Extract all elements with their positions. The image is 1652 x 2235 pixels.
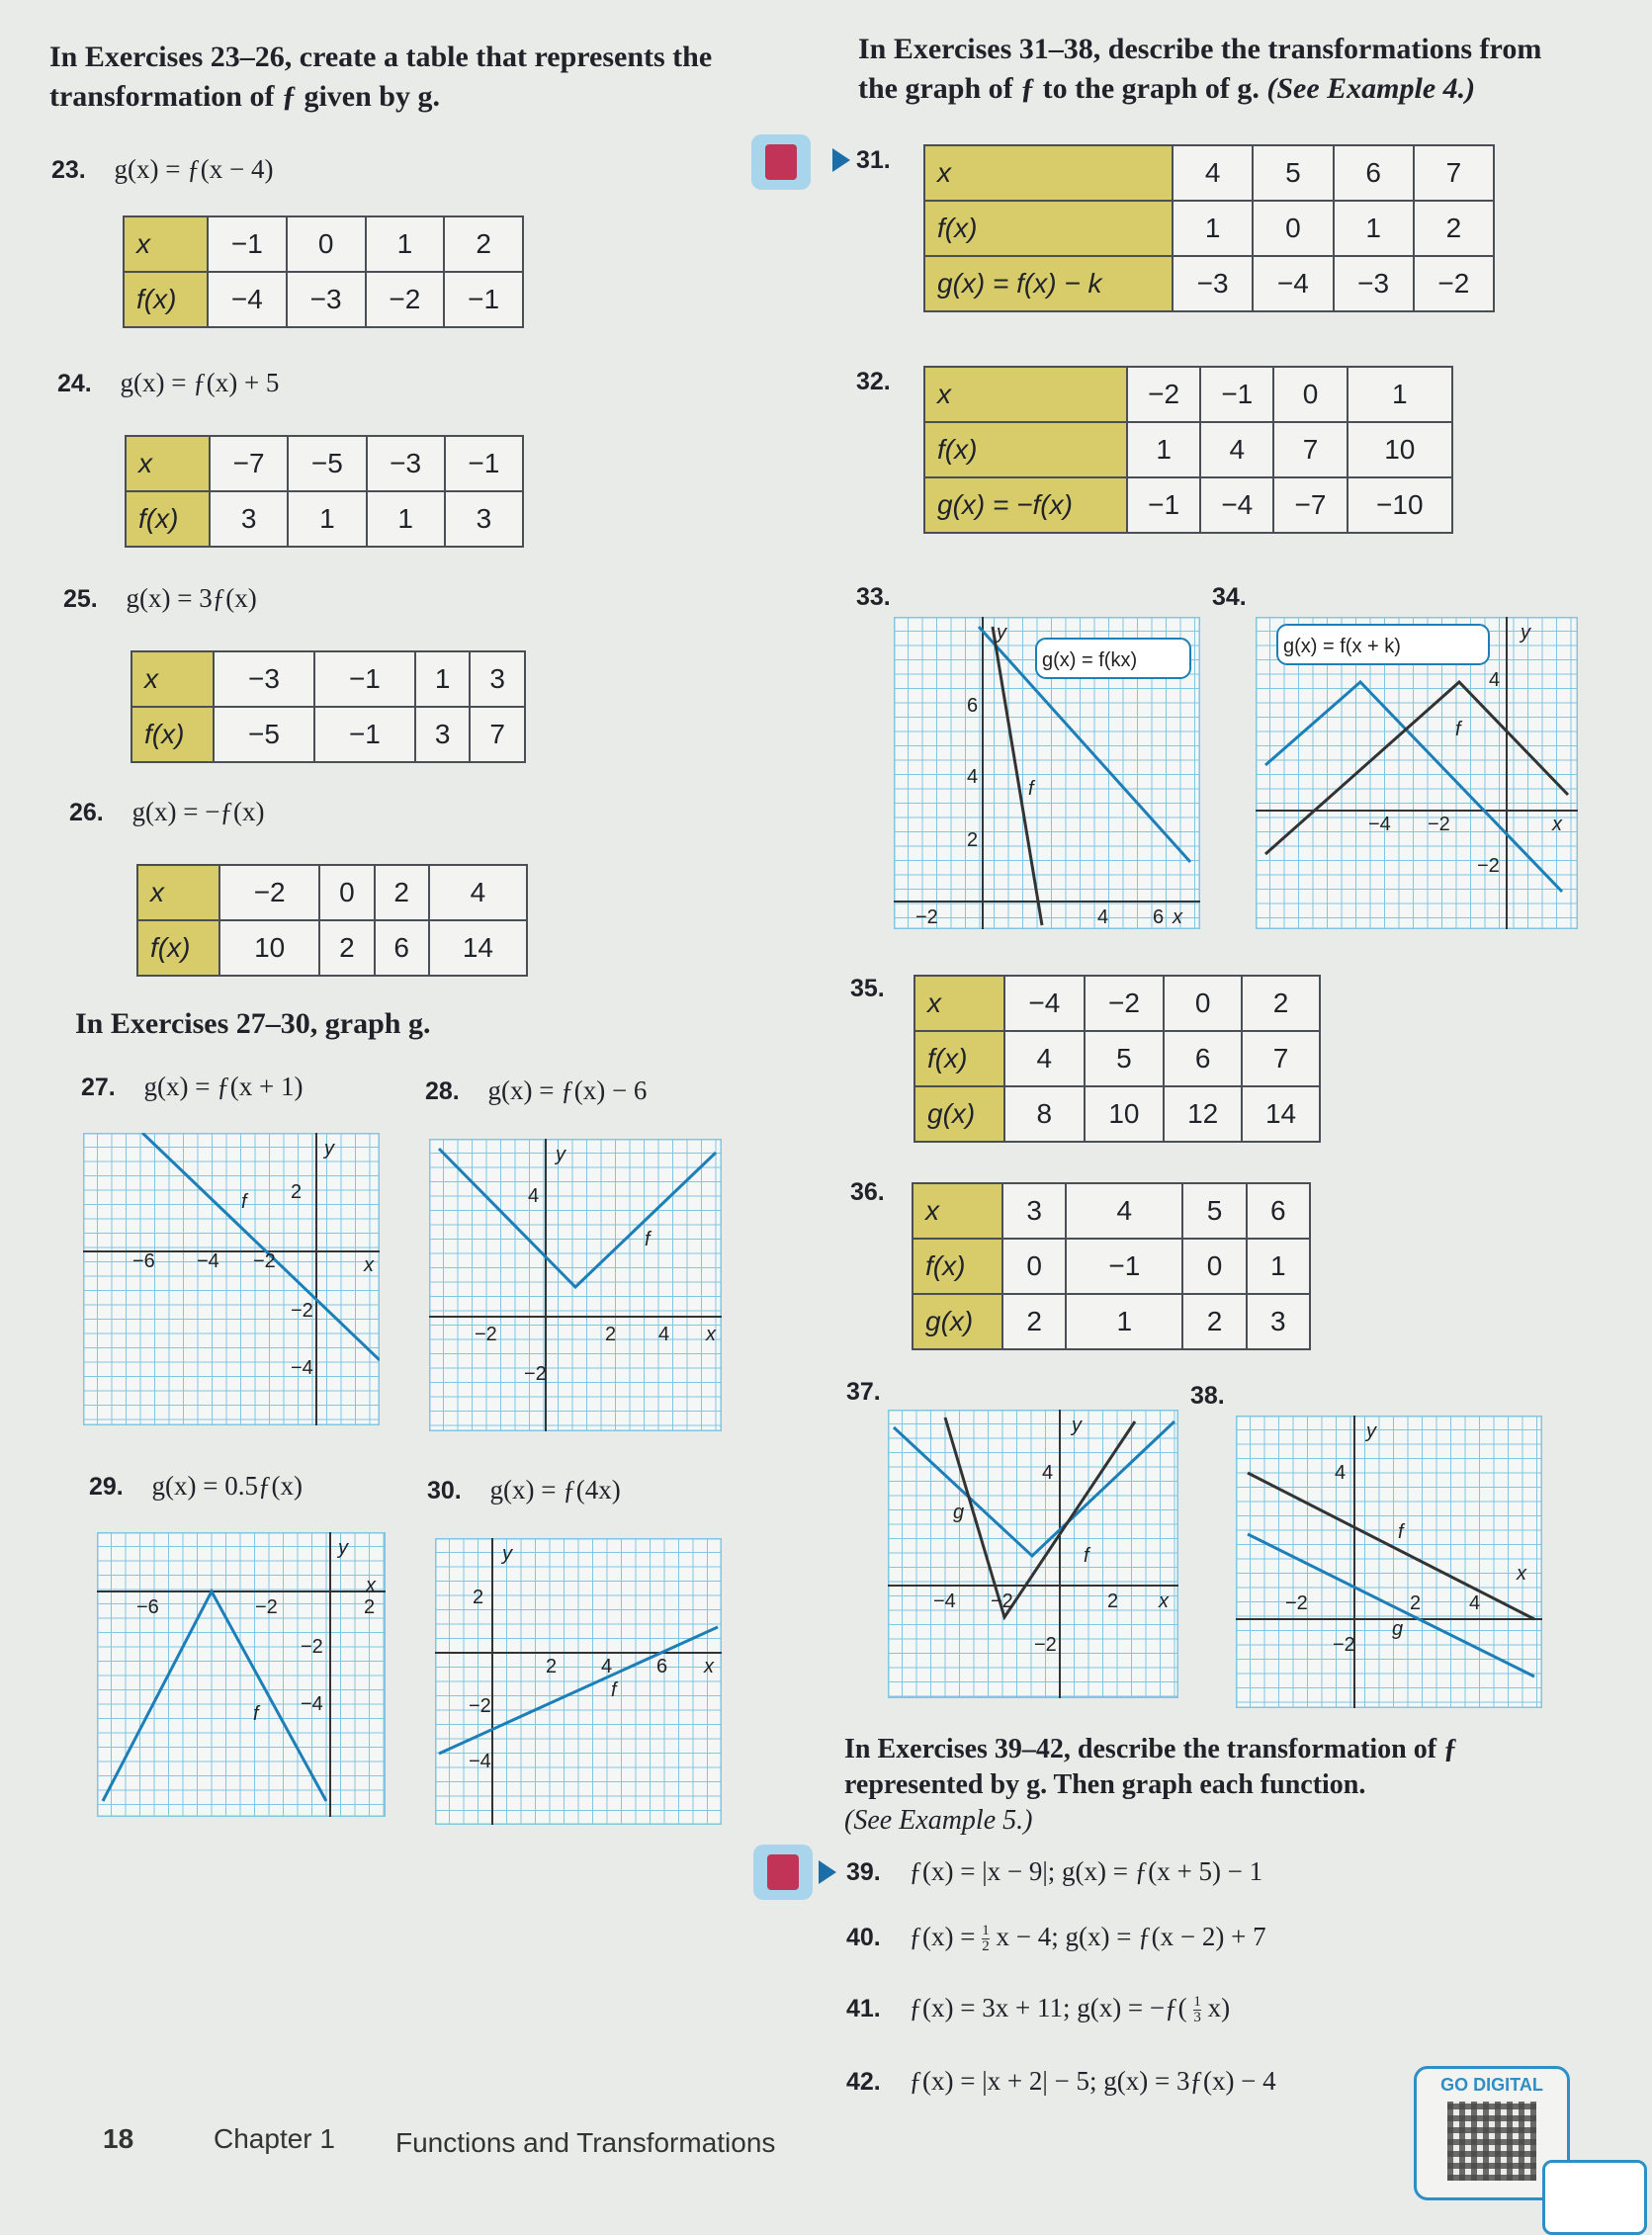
table-cell: −3	[367, 436, 445, 491]
exercise-36	[850, 1176, 907, 1207]
table-cell: −7	[210, 436, 288, 491]
table-cell: −2	[219, 865, 319, 920]
exercise-28	[425, 1075, 647, 1106]
table-cell: −1	[208, 216, 287, 272]
table-cell: −5	[288, 436, 366, 491]
table-cell: f(x)	[137, 920, 219, 976]
tick-label: −4	[933, 1590, 956, 1612]
x-axis-label: x	[1552, 814, 1562, 835]
table-cell: −3	[214, 651, 314, 707]
table-cell: 5	[1253, 145, 1333, 201]
table-cell: 0	[319, 865, 374, 920]
exercise-25	[63, 583, 257, 614]
tick-label: 6	[656, 1656, 668, 1677]
table-cell: f(x)	[914, 1031, 1004, 1086]
tick-label: −4	[301, 1693, 323, 1715]
exercise-33	[856, 581, 913, 612]
y-axis-label: y	[1521, 622, 1530, 644]
table-row	[924, 201, 1494, 256]
table-cell: 6	[375, 920, 429, 976]
heading-39-42-line2: represented by g. Then graph each function.	[844, 1769, 1366, 1800]
exercise-30-number: 30.	[427, 1477, 462, 1504]
x-axis-label: x	[1173, 906, 1182, 928]
table-cell: 8	[1004, 1086, 1085, 1142]
table-cell: 2	[444, 216, 523, 272]
tick-label: −6	[132, 1250, 155, 1272]
exercise-41-equation-a: ƒ(x) = 3x + 11; g(x) = −ƒ(	[909, 1993, 1187, 2022]
table-cell: −1	[1066, 1239, 1182, 1294]
table-row	[914, 976, 1320, 1031]
exercise-27-number: 27.	[81, 1074, 116, 1101]
tick-label: −2	[469, 1695, 491, 1717]
table-cell: 0	[1164, 976, 1242, 1031]
table-cell: −4	[1200, 477, 1273, 533]
exercise-34-number: 34.	[1212, 583, 1247, 611]
table-cell: 1	[1334, 201, 1414, 256]
table-cell: 5	[1182, 1183, 1246, 1239]
table-cell: f(x)	[131, 707, 214, 762]
table-cell: −1	[445, 436, 523, 491]
table-cell: 6	[1334, 145, 1414, 201]
exercise-23	[51, 154, 273, 185]
table-cell: −5	[214, 707, 314, 762]
table-row	[913, 1183, 1310, 1239]
table-cell: 2	[1182, 1294, 1246, 1349]
heading-31-38-ref: (See Example 4.)	[1266, 72, 1476, 105]
tick-label: −4	[197, 1250, 219, 1272]
f-label: f	[1084, 1545, 1089, 1567]
tick-label: −2	[1285, 1592, 1308, 1614]
table-cell: 7	[1414, 145, 1494, 201]
tick-label: 2	[1410, 1592, 1422, 1614]
f-label: f	[611, 1679, 617, 1701]
table-row	[131, 707, 525, 762]
table-cell: 4	[1066, 1183, 1182, 1239]
table-cell: −3	[1334, 256, 1414, 311]
table-cell: 2	[1414, 201, 1494, 256]
table-cell: f(x)	[913, 1239, 1002, 1294]
heading-39-42-ref: (See Example 5.)	[844, 1805, 1033, 1836]
exercise-25-number: 25.	[63, 585, 98, 613]
exercise-39	[846, 1856, 1262, 1887]
heading-23-26	[49, 38, 712, 117]
exercise-42-number: 42.	[846, 2068, 881, 2096]
table-cell: −7	[1273, 477, 1347, 533]
table-row	[924, 367, 1452, 422]
page-number: 18	[103, 2123, 134, 2154]
exercise-42-equation: ƒ(x) = |x + 2| − 5; g(x) = 3ƒ(x) − 4	[909, 2066, 1276, 2096]
tick-label: 4	[1097, 906, 1109, 928]
f-label: f	[645, 1229, 651, 1250]
x-axis-label: x	[704, 1656, 714, 1677]
fraction-numerator: 1	[982, 1923, 990, 1939]
heading-23-26-line2: transformation of ƒ given by g.	[49, 80, 440, 113]
table-cell: −3	[287, 272, 366, 327]
table-cell: −1	[1127, 477, 1200, 533]
tick-label: 4	[967, 766, 979, 788]
graph-38	[1236, 1416, 1542, 1708]
table-cell: −2	[366, 272, 445, 327]
fraction-denominator: 2	[982, 1938, 990, 1955]
table-cell: 3	[210, 491, 288, 547]
tick-label: 4	[1489, 669, 1501, 691]
table-cell: 0	[1273, 367, 1347, 422]
heading-23-26-line1: In Exercises 23–26, create a table that represents the	[49, 41, 713, 73]
graph-30	[435, 1538, 722, 1825]
table-cell: g(x)	[914, 1086, 1004, 1142]
table-cell: 6	[1164, 1031, 1242, 1086]
table-cell: 7	[470, 707, 525, 762]
table-cell: −2	[1127, 367, 1200, 422]
table-row	[124, 216, 523, 272]
tick-label: −2	[301, 1636, 323, 1658]
table-32	[923, 366, 1453, 534]
tick-label: −2	[475, 1324, 497, 1345]
exercise-32	[856, 366, 913, 396]
table-cell: x	[137, 865, 219, 920]
exercise-29-number: 29.	[89, 1473, 124, 1501]
table-cell: 10	[1085, 1086, 1165, 1142]
tick-label: 4	[601, 1656, 613, 1677]
exercise-26-equation: g(x) = −ƒ(x)	[131, 797, 265, 826]
graph-34	[1256, 617, 1578, 929]
fraction-numerator: 1	[1193, 1994, 1201, 2011]
g-label: g	[953, 1502, 965, 1523]
table-cell: 1	[1348, 367, 1452, 422]
table-cell: x	[913, 1183, 1002, 1239]
table-cell: −4	[1004, 976, 1085, 1031]
table-cell: g(x) = f(x) − k	[924, 256, 1173, 311]
table-cell: 1	[367, 491, 445, 547]
exercise-35	[850, 973, 907, 1003]
table-cell: f(x)	[126, 491, 210, 547]
table-cell: x	[126, 436, 210, 491]
table-cell: 1	[415, 651, 471, 707]
f-label: f	[1455, 719, 1461, 740]
exercise-37	[846, 1376, 903, 1407]
tick-label: 2	[473, 1587, 484, 1608]
table-cell: 4	[1004, 1031, 1085, 1086]
table-cell: f(x)	[924, 422, 1127, 477]
exercise-24-equation: g(x) = ƒ(x) + 5	[120, 368, 280, 397]
table-cell: −3	[1173, 256, 1253, 311]
exercise-25-equation: g(x) = 3ƒ(x)	[126, 583, 257, 613]
table-row	[913, 1294, 1310, 1349]
table-36	[912, 1182, 1311, 1350]
f-label: f	[1028, 778, 1034, 800]
tick-label: 2	[967, 829, 979, 851]
exercise-38-number: 38.	[1190, 1382, 1225, 1410]
y-axis-label: y	[1366, 1420, 1376, 1442]
table-cell: −1	[1200, 367, 1273, 422]
table-35	[913, 975, 1321, 1143]
heading-27-30: In Exercises 27–30, graph g.	[75, 1007, 431, 1040]
table-row	[914, 1031, 1320, 1086]
graph-grid	[435, 1538, 722, 1825]
table-cell: 0	[1002, 1239, 1066, 1294]
table-row	[914, 1086, 1320, 1142]
y-axis-label: y	[502, 1543, 512, 1565]
table-cell: x	[924, 367, 1127, 422]
y-axis-label: y	[556, 1144, 565, 1165]
table-cell: 7	[1273, 422, 1347, 477]
exercise-38	[1190, 1380, 1247, 1411]
video-tutor-icon[interactable]	[753, 1845, 813, 1900]
table-cell: x	[924, 145, 1173, 201]
exercise-42	[846, 2066, 1276, 2097]
table-25	[130, 650, 526, 763]
table-cell: 2	[1242, 976, 1320, 1031]
table-cell: 7	[1242, 1031, 1320, 1086]
heading-31-38-line2-wrap	[858, 69, 1541, 109]
exercise-41-number: 41.	[846, 1995, 881, 2022]
graph-33	[894, 617, 1200, 929]
g-label: g	[1392, 1618, 1404, 1640]
exercise-24	[57, 368, 279, 398]
y-axis-label: y	[324, 1138, 334, 1160]
exercise-34	[1212, 581, 1268, 612]
table-row	[924, 477, 1452, 533]
tick-label: −4	[1368, 814, 1391, 835]
exercise-41-equation-b: x)	[1207, 1993, 1231, 2022]
table-cell: 1	[288, 491, 366, 547]
table-cell: 10	[219, 920, 319, 976]
tick-label: −2	[524, 1363, 547, 1385]
table-cell: −1	[444, 272, 523, 327]
exercise-30	[427, 1475, 621, 1505]
exercise-27-equation: g(x) = ƒ(x + 1)	[143, 1072, 304, 1101]
table-cell: 4	[1200, 422, 1273, 477]
qr-code-icon[interactable]	[1447, 2102, 1536, 2181]
table-row	[924, 256, 1494, 311]
table-cell: −10	[1348, 477, 1452, 533]
table-cell: 3	[415, 707, 471, 762]
table-row	[131, 651, 525, 707]
table-row	[137, 865, 527, 920]
exercise-23-number: 23.	[51, 156, 86, 184]
table-row	[124, 272, 523, 327]
table-26	[136, 864, 528, 977]
table-cell: 1	[1127, 422, 1200, 477]
table-31	[923, 144, 1495, 312]
table-cell: 3	[470, 651, 525, 707]
table-row	[126, 491, 523, 547]
table-cell: x	[914, 976, 1004, 1031]
g-callout-label: g(x) = f(x + k)	[1283, 636, 1401, 657]
exercise-28-number: 28.	[425, 1077, 460, 1105]
tick-label: 2	[1107, 1590, 1119, 1612]
table-cell: 2	[375, 865, 429, 920]
tick-label: 4	[1042, 1462, 1054, 1484]
table-cell: 6	[1247, 1183, 1310, 1239]
exercise-31-number: 31.	[856, 146, 891, 174]
table-cell: −1	[314, 707, 415, 762]
table-cell: −2	[1414, 256, 1494, 311]
x-axis-label: x	[1517, 1563, 1526, 1585]
table-cell: 1	[366, 216, 445, 272]
table-row	[137, 920, 527, 976]
table-23	[123, 215, 524, 328]
table-row	[913, 1239, 1310, 1294]
heading-31-38-line1: In Exercises 31–38, describe the transformations from	[858, 33, 1542, 65]
heading-31-38-line2: the graph of ƒ to the graph of g.	[858, 72, 1260, 105]
f-label: f	[1398, 1521, 1404, 1543]
table-cell: 0	[1182, 1239, 1246, 1294]
tick-label: 2	[291, 1181, 303, 1203]
table-cell: 2	[1002, 1294, 1066, 1349]
exercise-41	[846, 1993, 1230, 2025]
graph-grid	[1236, 1416, 1542, 1708]
graph-29	[97, 1532, 386, 1817]
table-cell: 1	[1247, 1239, 1310, 1294]
table-cell: x	[124, 216, 208, 272]
tick-label: −2	[291, 1300, 313, 1322]
tick-label: −2	[253, 1250, 276, 1272]
go-digital-label: GO DIGITAL	[1440, 2075, 1543, 2095]
table-cell: 14	[429, 920, 527, 976]
exercise-30-equation: g(x) = ƒ(4x)	[489, 1475, 621, 1504]
tick-label: −2	[1333, 1634, 1355, 1656]
x-axis-label: x	[706, 1324, 716, 1345]
tick-label: 6	[967, 695, 979, 717]
table-cell: g(x) = −f(x)	[924, 477, 1127, 533]
chapter-label: Chapter 1	[214, 2123, 335, 2154]
fraction	[982, 1924, 990, 1954]
table-cell: −1	[314, 651, 415, 707]
exercise-26	[69, 797, 264, 827]
table-cell: f(x)	[924, 201, 1173, 256]
table-cell: −4	[208, 272, 287, 327]
chapter-title: Functions and Transformations	[395, 2127, 776, 2158]
exercise-40-number: 40.	[846, 1924, 881, 1951]
exercise-28-equation: g(x) = ƒ(x) − 6	[487, 1075, 648, 1105]
tick-label: −6	[136, 1596, 159, 1618]
x-axis-label: x	[366, 1575, 376, 1596]
y-axis-label: y	[1072, 1415, 1082, 1436]
fraction	[1193, 1995, 1201, 2025]
table-cell: 3	[1002, 1183, 1066, 1239]
table-cell: 12	[1164, 1086, 1242, 1142]
table-cell: 1	[1173, 201, 1253, 256]
exercise-36-number: 36.	[850, 1178, 885, 1206]
table-row	[924, 422, 1452, 477]
tick-label: −2	[1034, 1634, 1057, 1656]
exercise-24-number: 24.	[57, 370, 92, 397]
video-tutor-icon[interactable]	[751, 134, 811, 190]
table-cell: 0	[1253, 201, 1333, 256]
table-cell: −2	[1085, 976, 1165, 1031]
exercise-23-equation: g(x) = ƒ(x − 4)	[114, 154, 274, 184]
tick-label: −2	[1428, 814, 1450, 835]
x-axis-label: x	[364, 1254, 374, 1276]
graph-grid	[83, 1133, 380, 1425]
f-label: f	[241, 1191, 247, 1213]
table-row	[126, 436, 523, 491]
exercise-40-equation-b: x − 4; g(x) = ƒ(x − 2) + 7	[996, 1922, 1266, 1951]
table-cell: 3	[445, 491, 523, 547]
fraction-denominator: 3	[1193, 2010, 1201, 2026]
table-cell: 10	[1348, 422, 1452, 477]
arrow-icon	[832, 148, 850, 172]
exercise-29-equation: g(x) = 0.5ƒ(x)	[151, 1471, 303, 1501]
tick-label: −4	[291, 1357, 313, 1379]
table-cell: 2	[319, 920, 374, 976]
tick-label: −2	[915, 906, 938, 928]
table-cell: 4	[429, 865, 527, 920]
tick-label: −2	[991, 1590, 1013, 1612]
tick-label: 2	[605, 1324, 617, 1345]
tick-label: 4	[658, 1324, 670, 1345]
tick-label: −2	[255, 1596, 278, 1618]
table-cell: 3	[1247, 1294, 1310, 1349]
exercise-39-equation: ƒ(x) = |x − 9|; g(x) = ƒ(x + 5) − 1	[909, 1856, 1263, 1886]
x-axis-label: x	[1159, 1590, 1169, 1612]
table-cell: −4	[1253, 256, 1333, 311]
tick-label: 4	[528, 1185, 540, 1207]
exercise-39-number: 39.	[846, 1858, 881, 1886]
graph-28	[429, 1139, 722, 1431]
table-cell: 0	[287, 216, 366, 272]
tick-label: 2	[364, 1596, 376, 1618]
exercise-29	[89, 1471, 303, 1502]
table-cell: 5	[1085, 1031, 1165, 1086]
exercise-27	[81, 1072, 303, 1102]
graph-grid	[97, 1532, 386, 1817]
table-cell: g(x)	[913, 1294, 1002, 1349]
heading-39-42	[844, 1732, 1457, 1839]
tick-label: 4	[1335, 1462, 1347, 1484]
dynamic-book-icon[interactable]	[1542, 2160, 1647, 2235]
heading-39-42-line1: In Exercises 39–42, describe the transformation of ƒ	[844, 1734, 1458, 1764]
y-axis-label: y	[338, 1537, 348, 1559]
tick-label: −2	[1477, 855, 1500, 877]
arrow-icon	[819, 1860, 836, 1884]
graph-37	[888, 1410, 1178, 1698]
exercise-40-equation-a: ƒ(x) =	[909, 1922, 976, 1951]
y-axis-label: y	[997, 622, 1006, 644]
exercise-33-number: 33.	[856, 583, 891, 611]
tick-label: 6	[1153, 906, 1165, 928]
table-cell: f(x)	[124, 272, 208, 327]
exercise-40	[846, 1922, 1266, 1954]
exercise-31	[856, 144, 913, 175]
tick-label: −4	[469, 1751, 491, 1772]
exercise-37-number: 37.	[846, 1378, 881, 1406]
exercise-32-number: 32.	[856, 368, 891, 395]
tick-label: 4	[1469, 1592, 1481, 1614]
exercise-35-number: 35.	[850, 975, 885, 1002]
graph-27	[83, 1133, 380, 1425]
table-24	[125, 435, 524, 548]
g-callout-label: g(x) = f(kx)	[1042, 649, 1138, 671]
heading-31-38	[858, 30, 1541, 109]
table-cell: 1	[1066, 1294, 1182, 1349]
table-cell: x	[131, 651, 214, 707]
f-label: f	[253, 1703, 259, 1725]
tick-label: 2	[546, 1656, 558, 1677]
exercise-26-number: 26.	[69, 799, 104, 826]
table-cell: 14	[1242, 1086, 1320, 1142]
table-cell: 4	[1173, 145, 1253, 201]
table-row	[924, 145, 1494, 201]
